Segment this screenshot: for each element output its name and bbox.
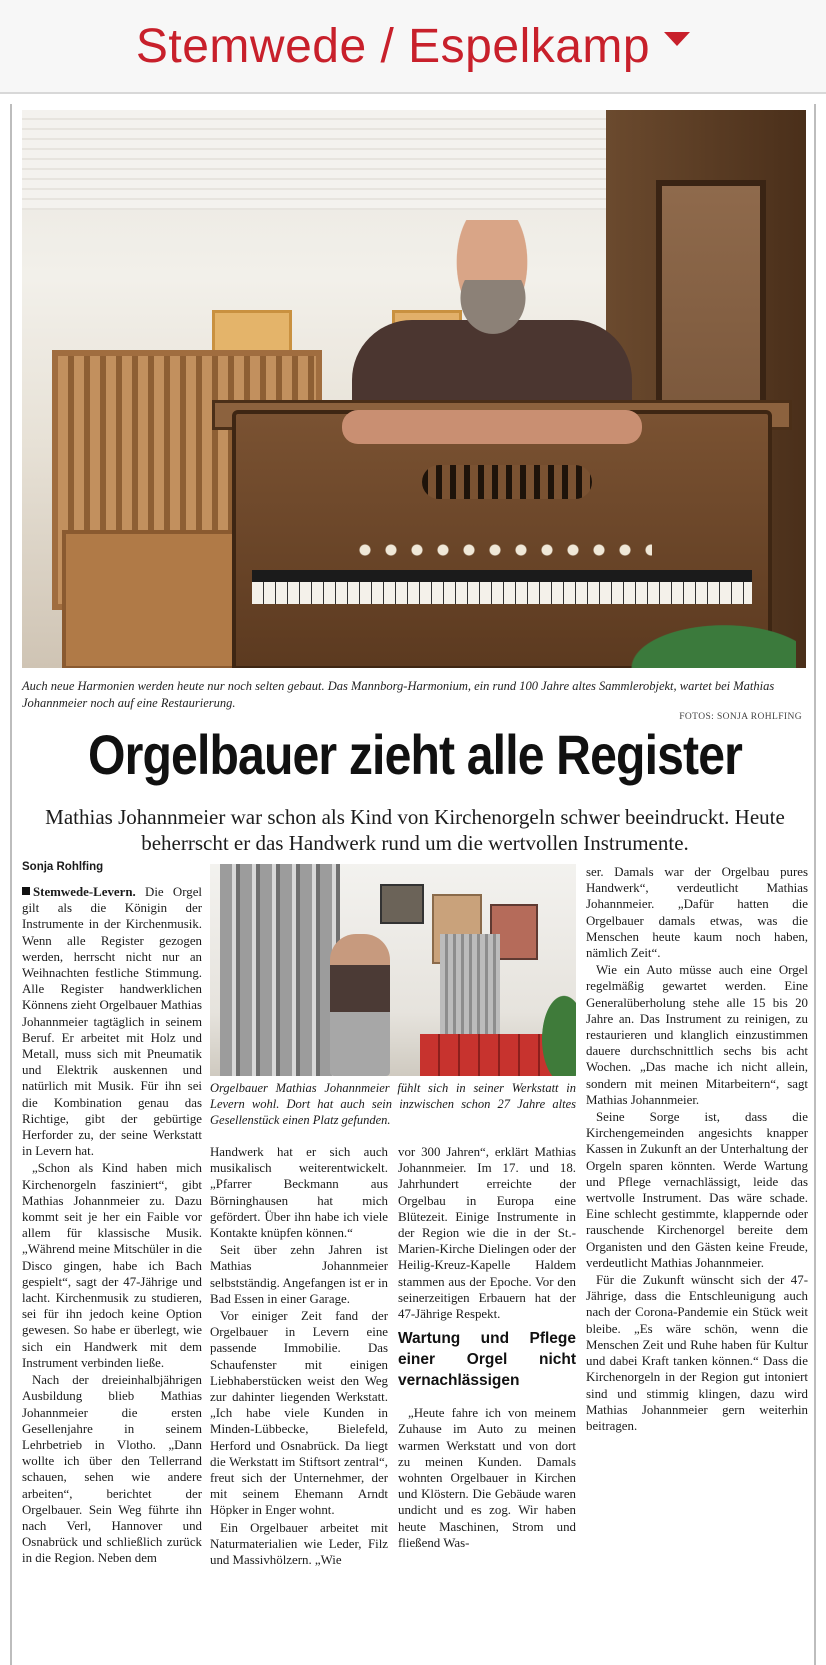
text-column-1 bbox=[22, 884, 202, 1665]
paragraph bbox=[22, 884, 202, 1159]
paragraph: Nach der dreieinhalbjährigen Ausbildung blieb Mathias Johannmeier die ersten Gesellenjahre in seinem Lehrbetrieb in Vlotho. „Dann wollte ich über den Tellerrand schauen, sehen wie andere arbeiten“, berichtet der Orgelbauer. Sein Weg führte ihn nach Verl, Hannover und Osnabrück und schließlich zurück in die Region. Neben dem bbox=[22, 1373, 202, 1566]
workshop-person bbox=[330, 934, 390, 1076]
hero-person-beard bbox=[455, 280, 531, 340]
paragraph: Wie ein Auto müsse auch eine Orgel regelmäßig gewartet werden. Eine Generalüberholung stehe alle 15 bis 20 Jahre an. Das Instrument zu reinigen, zu restaurieren und klanglich einzustimmen dauere durchschnittlich sechs bis acht Wochen. „Das mache ich nicht allein, sondern mit meinen Mitarbeitern“, sagt Mathias Johannmeier. bbox=[586, 963, 808, 1107]
photo-credit: FOTOS: SONJA ROHLFING bbox=[679, 712, 802, 722]
paragraph: vor 300 Jahren“, erklärt Mathias Johannmeier. Im 17. und 18. Jahrhundert erreichte der Orgelbau in Europa eine Blütezeit. Einige Instrumente in der Region wie die in der St.-Marien-Kirche Dielingen oder der Heilig-Kreuz-Kapelle Haldem stammen aus der Epoche. Vor den seinerzeitigen Erbauern hat der 47-Jährige Respekt. bbox=[398, 1145, 576, 1322]
article-byline: Sonja Rohlfing bbox=[22, 861, 104, 873]
paragraph: Vor einiger Zeit fand der Orgelbauer in Levern eine passende Immobilie. Das Schaufenster mit einigen Liebhaberstücken weist den Weg zur dahinter liegenden Werkstatt. „Ich habe viele Kunden in Minden-Lübbecke, Bielefeld, Herford und Osnabrück. Da liegt die Werkstatt im Stiftsort zentral“, freut sich der Unternehmer, der mit seinem Ehemann Arndt Höpker in Enger wohnt. bbox=[210, 1309, 388, 1518]
metal-pipes bbox=[220, 864, 340, 1076]
workshop-plant bbox=[536, 984, 576, 1076]
paragraph: Seit über zehn Jahren ist Mathias Johannmeier selbstständig. Angefangen ist er in Bad Essen in einer Garage. bbox=[210, 1243, 388, 1306]
paragraph: Seine Sorge ist, dass die Kirchengemeinden angesichts knapper Kassen in Zukunft an der Unterhaltung der Orgeln sparen könnten. Werde Wartung und Pflege vernachlässigt, leide das wertvolle Instrument. Das wäre schade. Eine schlecht gestimmte, klappernde oder rauschende Kirchenorgel bereite dem Organisten und den Gästen keine Freude, verdeutlicht Mathias Johannmeier. bbox=[586, 1110, 808, 1270]
paragraph: ser. Damals war der Orgelbau pures Handwerk“, verdeutlicht Mathias Johannmeier. „Dafür hatten die Orgelbauer damals etwas, was die Menschen heute kaum noch haben, nämlich Zeit“. bbox=[586, 865, 808, 961]
harmonium-vents bbox=[422, 465, 592, 499]
wall-picture bbox=[380, 884, 424, 924]
paragraph: Ein Orgelbauer arbeitet mit Naturmaterialien wie Leder, Filz und Massivhölzern. „Wie bbox=[210, 1520, 388, 1568]
harmonium-stops bbox=[352, 542, 652, 558]
section-subheading: Wartung und Pflege einer Orgel nicht vernachlässigen bbox=[398, 1330, 576, 1390]
workshop-photo bbox=[210, 864, 576, 1076]
paragraph: Für die Zukunft wünscht sich der 47-Jährige, dass die Entschleunigung auch nach der Corona-Pandemie ein Stück weit bleibe. „Es wäre schön, wenn die Menschen Zeit und Ruhe haben für Kultur und dabei Kraft tanken können.“ Dass die Kirchenorgeln in der Region gut intoniert sind und stimmig klingen, dazu wird Mathias Johannmeier gern weiterhin beitragen. bbox=[586, 1273, 808, 1433]
paragraph: „Schon als Kind haben mich Kirchenorgeln fasziniert“, gibt Mathias Johannmeier zu. Dazu kommt seit je her ein Faible vor allem für klassische Musik. „Während meine Mitschüler in die Disco gingen, habe ich Bach gespielt“, sagt der 47-Jährige und lacht. Kirchenmusik zu studieren, sei für ihn jedoch keine Option gewesen. So habe er überlegt, wie sich ein Handwerk mit dem Instrument verbinden ließe. bbox=[22, 1161, 202, 1370]
paragraph: „Heute fahre ich von meinem Zuhause im Auto zu meinen warmen Werkstatt und von dort zu meinen Kunden. Damals wohnten Orgelbauer in Kirchen und Klöstern. Die Gebäude waren undicht und es zog. Wir haben heute Maschinen, Strom und fließend Was- bbox=[398, 1406, 576, 1550]
dateline: Stemwede-Levern. bbox=[22, 885, 136, 899]
paragraph-text: Die Orgel gilt als die Königin der Instrumente in der Kirchenmusik. Wenn alle Register gezogen werden, herrscht nicht nur an Weihnachten festliche Stimmung. Alle Register handwerklichen Könnens zieht Orgelbauer Mathias Johannmeier tagtäglich in seinem Beruf. Er arbeitet mit Holz und Metall, muss sich mit Pneumatik und Elektrik auskennen und natürlich mit Musik. Für ihn sei die Kombination genau das Richtige, gibt der gebürtige Herforder zu, der seine Werkstatt in Levern hat. bbox=[22, 885, 202, 1159]
hero-caption: Auch neue Harmonien werden heute nur noch selten gebaut. Das Mannborg-Harmonium, ein rund 100 Jahre altes Sammlerobjekt, wartet bei Mathias Johannmeier noch auf eine Restaurierung. bbox=[22, 679, 775, 710]
article-headline: Orgelbauer zieht alle Register bbox=[87, 723, 743, 786]
hero-person-arms bbox=[342, 410, 642, 444]
text-column-4 bbox=[586, 864, 808, 1665]
edition-selector[interactable] bbox=[136, 19, 690, 74]
text-column-2 bbox=[210, 1144, 388, 1665]
text-column-3 bbox=[398, 1144, 576, 1665]
workshop-caption: Orgelbauer Mathias Johannmeier fühlt sich in seiner Werkstatt in Levern wohl. Dort hat auch sein inzwischen schon 27 Jahre altes Gesellenstück einen Platz gefunden. bbox=[210, 1081, 576, 1127]
hero-plant bbox=[616, 618, 796, 668]
article-subhead: Mathias Johannmeier war schon als Kind von Kirchenorgeln schwer beeindruckt. Heute beherrscht er das Handwerk rund um die wertvollen Instrumente. bbox=[45, 805, 785, 855]
small-organ bbox=[440, 934, 500, 1044]
harmonium-keyboard bbox=[252, 570, 752, 604]
paragraph: Handwerk hat er sich auch musikalisch weiterentwickelt. „Pfarrer Beckmann aus Börninghausen hat mich gefördert. Über ihn habe ich viele Kontakte knüpfen können.“ bbox=[210, 1145, 388, 1241]
edition-header bbox=[0, 0, 826, 94]
caret-down-icon[interactable] bbox=[664, 32, 690, 46]
hero-photo bbox=[22, 110, 806, 668]
newspaper-page bbox=[10, 104, 816, 1665]
edition-title[interactable]: Stemwede / Espelkamp bbox=[135, 19, 651, 73]
